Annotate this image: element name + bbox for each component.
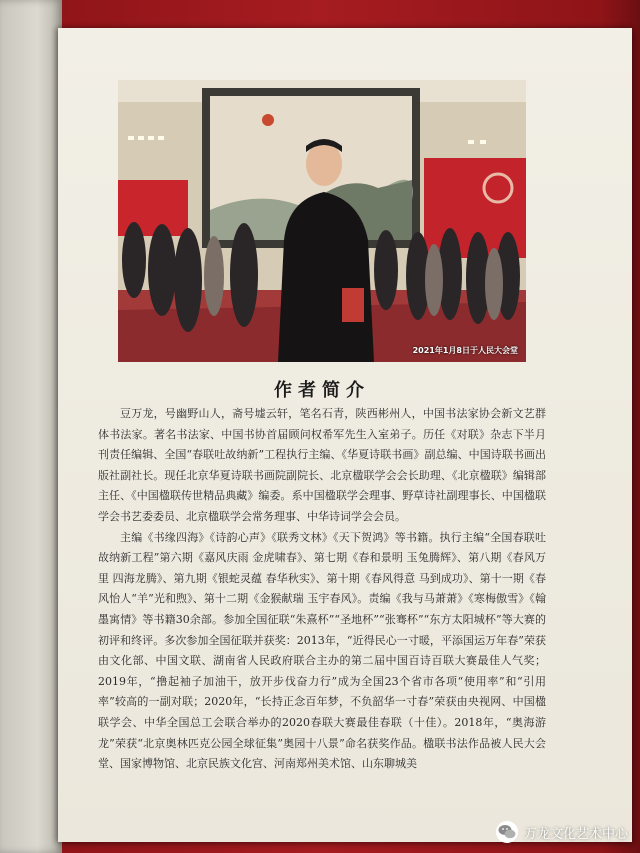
bio-body	[98, 404, 546, 775]
bio-heading: 作者简介	[274, 380, 370, 401]
bio-paragraph: 豆万龙，号幽野山人，斋号墟云轩，笔名石青，陕西彬州人，中国书法家协会新文艺群体书法家。著名书法家、中国书协首届顾问权希军先生入室弟子。历任《对联》杂志下半月刊责任编辑、全国“春联吐故纳新”工程执行主编、《华夏诗联书画》副总编、中国诗联书画出版社副社长。现任北京华夏诗联书画院副院长、北京楹联学会会长助理、《北京楹联》编辑部主任、《中国楹联传世精品典藏》编委。系中国楹联学会理事、野草诗社副理事长、中国楹联学会书艺委委员、北京楹联学会常务理事、中华诗词学会会员。	[98, 407, 546, 523]
bio-paragraph: 主编《书缘四海》《诗韵心声》《联秀文林》《天下贺鸿》等书籍。执行主编“全国春联吐故纳新工程”第六期《嘉风庆雨 金虎啸春》、第七期《春和景明 玉兔腾辉》、第八期《春风万里 四海龙腾》、第九期《银蛇灵蕴 春华秋实》、第十期《春风得意 马到成功》、第十一期《春风怡人“羊”光和煦》、第十二期《金猴献瑞 玉宇春风》。责编《我与马萧萧》《寒梅傲雪》《翰墨寓情》等书籍30余部。参加全国征联“朱熹杯”“圣地杯”“张骞杯”“东方太阳城杯”等大赛的初评和终评。多次参加全国征联并获奖：2013年，“近得民心一寸暖，平添国运万年春”荣获由文化部、中国文联、湖南省人民政府联合主办的第二届中国百诗百联大赛最佳人气奖；2019年，“撸起袖子加油干，放开步伐奋力行”成为全国23个省市各项“使用率”和“引用率”较高的一副对联；2020年，“长持正念百年梦，不负韶华一寸春”荣获由央视网、中国楹联学会、中华全国总工会联合举办的2020春联大赛最佳春联（十佳）。2018年，“奥海游龙”荣获“北京奥林匹克公园全球征集”奥园十八景”命名获奖作品。楹联书法作品被人民大会堂、国家博物馆、北京民族文化宫、河南郑州美术馆、山东聊城美	[98, 530, 546, 771]
wechat-icon	[496, 821, 518, 843]
book-left-page-edge	[0, 0, 62, 853]
watermark-label: 万龙文化艺术中心	[523, 826, 628, 842]
photo-illustration	[118, 80, 526, 362]
author-photo	[118, 80, 526, 362]
photo-caption: 2021年1月8日于人民大会堂	[412, 346, 518, 355]
account-watermark	[496, 821, 628, 843]
